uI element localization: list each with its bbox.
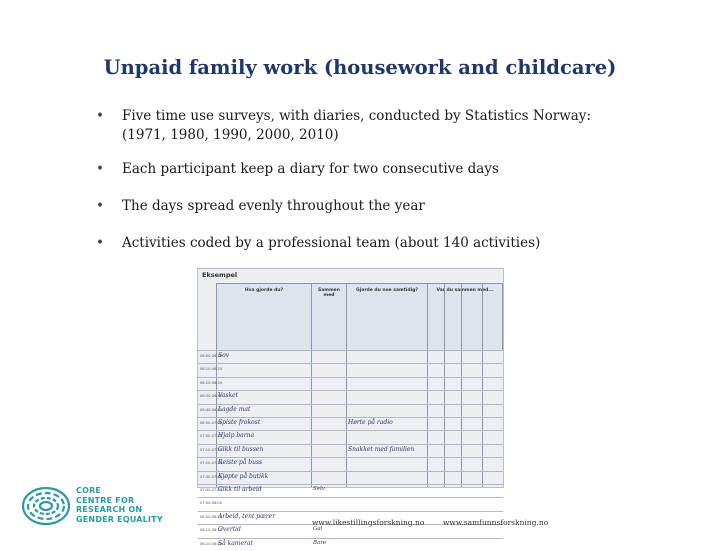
diary-row bbox=[198, 377, 503, 390]
footer-url-likestilling[interactable]: www.likestillingsforskning.no bbox=[312, 518, 425, 527]
bullet-dot: • bbox=[96, 198, 104, 214]
bullet-dot: • bbox=[96, 108, 104, 124]
diary-activity-cell: Overtid bbox=[218, 526, 241, 534]
diary-time-cell: 08:10-08:20 bbox=[200, 528, 223, 533]
diary-with-cell: Selv bbox=[313, 486, 325, 492]
diary-header: Hva gjorde du? bbox=[216, 283, 312, 351]
diary-with-cell: Bare bbox=[313, 539, 327, 546]
diary-time-cell: 06:00-06:10 bbox=[200, 354, 223, 358]
bullet-dot: • bbox=[96, 235, 104, 251]
footer-url-samfunn[interactable]: www.samfunnsforskning.no bbox=[443, 518, 549, 527]
diary-activity-cell: Så kamerat bbox=[218, 539, 253, 547]
diary-other-cell: Hørte på radio bbox=[348, 419, 393, 426]
diary-time-cell: 06:30-06:40 bbox=[200, 394, 223, 399]
diary-time-cell: 08:20-08:30 bbox=[200, 541, 223, 546]
diary-header: Gjorde du noe samtidig? bbox=[346, 283, 428, 351]
diary-activity-cell: Hjalp barna bbox=[218, 432, 255, 440]
diary-activity-cell: Reiste på buss bbox=[218, 459, 263, 467]
diary-activity-cell: Gikk til arbeid bbox=[218, 486, 262, 493]
diary-activity-cell: Arbeid, tent pærer bbox=[218, 512, 276, 520]
diary-activity-cell: Kjøpte på butikk bbox=[218, 472, 269, 480]
diary-row bbox=[198, 538, 503, 551]
diary-time-cell: 06:50-07:00 bbox=[200, 421, 223, 425]
diary-row bbox=[198, 404, 503, 417]
bullet-text-continued: (1971, 1980, 1990, 2000, 2010) bbox=[122, 127, 339, 143]
bullet-item bbox=[96, 197, 696, 216]
diary-row bbox=[198, 350, 503, 363]
diary-activity-cell: Lagde mat bbox=[218, 405, 251, 413]
diary-row bbox=[198, 390, 503, 403]
bullet-item bbox=[96, 234, 696, 253]
bullet-item bbox=[96, 107, 696, 145]
diary-row bbox=[198, 497, 503, 510]
diary-time-cell: 07:40-07:50 bbox=[200, 488, 223, 492]
bullet-text: The days spread evenly throughout the year bbox=[122, 198, 425, 214]
diary-activity-cell: Spiste frokost bbox=[218, 419, 261, 426]
diary-time-cell: 07:10-07:20 bbox=[200, 447, 223, 452]
diary-activity-cell: Gikk til bussen bbox=[218, 445, 264, 453]
bullet-list bbox=[96, 107, 696, 253]
diary-row bbox=[198, 417, 503, 430]
diary-time-cell: 08:00-08:10 bbox=[200, 514, 223, 519]
core-logo-icon bbox=[20, 484, 72, 528]
diary-activity-cell: Vasket bbox=[218, 392, 239, 400]
diary-other-cell: Snakket med familien bbox=[348, 445, 415, 453]
core-logo-text: CORE CENTRE FOR RESEARCH ON GENDER EQUALITY bbox=[76, 486, 163, 524]
bullet-text: Each participant keep a diary for two consecutive days bbox=[122, 161, 499, 177]
diary-row bbox=[198, 363, 503, 376]
bullet-text: Activities coded by a professional team (about 140 activities) bbox=[122, 235, 541, 251]
diary-time-cell: 07:20-07:30 bbox=[200, 461, 223, 466]
diary-time-cell: 06:40-06:50 bbox=[200, 407, 223, 412]
diary-activity-cell: Sov bbox=[218, 352, 230, 359]
bullet-dot: • bbox=[96, 161, 104, 177]
diary-row bbox=[198, 430, 503, 443]
diary-header: Var du sammen med... bbox=[427, 283, 503, 351]
diary-time-cell: 06:20-06:30 bbox=[200, 380, 223, 385]
bullet-item bbox=[96, 160, 696, 179]
diary-row bbox=[198, 444, 503, 457]
diary-row bbox=[198, 457, 503, 470]
bullet-text: Five time use surveys, with diaries, conducted by Statistics Norway: bbox=[122, 108, 591, 124]
diary-header: Sammen med bbox=[311, 283, 347, 351]
diary-row bbox=[198, 484, 503, 497]
slide-title: Unpaid family work (housework and childcare) bbox=[103, 56, 617, 79]
diary-with-cell: Gal bbox=[313, 526, 323, 533]
diary-row bbox=[198, 471, 503, 484]
diary-time-cell: 07:00-07:10 bbox=[200, 434, 223, 439]
diary-time-cell: 07:50-08:00 bbox=[200, 501, 223, 506]
diary-time-cell: 06:10-06:20 bbox=[200, 367, 223, 372]
diary-example-label: Eksempel bbox=[202, 271, 238, 279]
diary-time-cell: 07:30-07:40 bbox=[200, 474, 223, 479]
